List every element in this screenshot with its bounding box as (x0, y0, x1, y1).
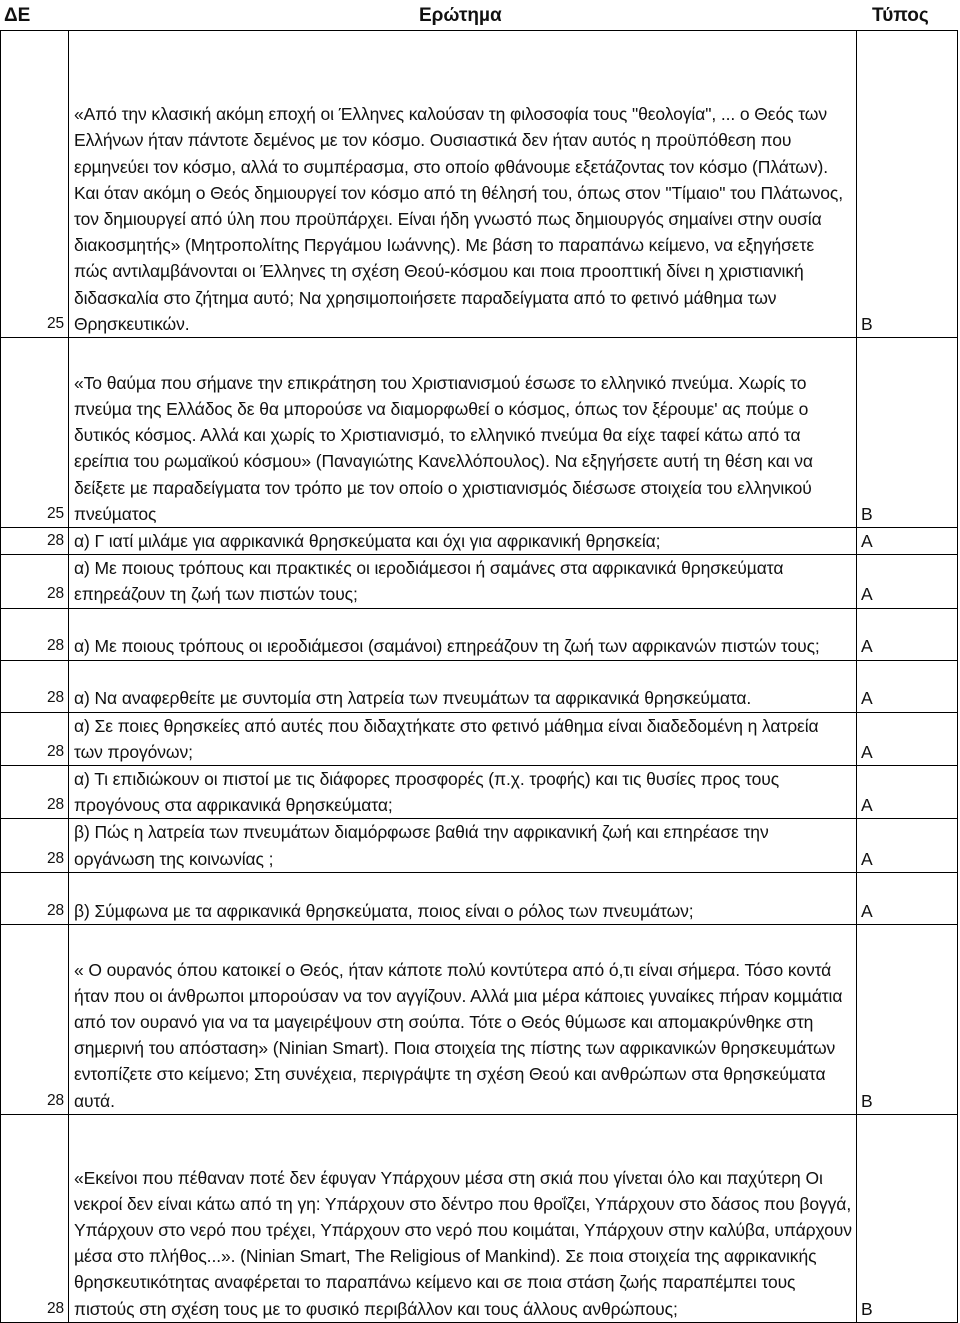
row-de: 25 (1, 338, 69, 528)
row-type: Α (857, 660, 958, 712)
table-row (1, 608, 958, 660)
row-de: 28 (1, 819, 69, 872)
table-row (1, 766, 958, 819)
table-row (1, 1114, 958, 1322)
row-type: Β (857, 31, 958, 338)
row-de: 28 (1, 766, 69, 819)
row-de: 28 (1, 528, 69, 555)
row-question: β) Πώς η λατρεία των πνευµάτων διαµόρφωσε βαθιά την αφρικανική ζωή και επηρέασε την οργάνωση της κοινωνίας ; (69, 819, 857, 872)
row-type: Α (857, 872, 958, 924)
table-row (1, 819, 958, 872)
row-de: 28 (1, 608, 69, 660)
questions-table (0, 30, 958, 1323)
table-row (1, 528, 958, 555)
row-question: β) Σύµφωνα µε τα αφρικανικά θρησκεύµατα, ποιος είναι ο ρόλος των πνευµάτων; (69, 872, 857, 924)
row-type: Α (857, 819, 958, 872)
row-question: «Το θαύµα που σήµανε την επικράτηση του Χριστιανισµού έσωσε το ελληνικό πνεύµα. Χωρίς το πνεύµα της Ελλάδος δε θα µπορούσε να διαµορφωθεί ο κόσµος, όπως τον ξέρουµε' ας πούµε ο δυτικός κόσµος. Αλλά και χωρίς το Χριστιανισµό, το ελληνικό πνεύµα θα είχε ταφεί κάτω από τα ερείπια του ρωµαϊκού κόσµου» (Παναγιώτης Κανελλόπουλος). Να εξηγήσετε αυτή τη θέση και να δείξετε µε παραδείγµατα τον τρόπο µε τον οποίο ο χριστιανισµός διέσωσε στοιχεία του ελληνικού πνεύµατος (69, 338, 857, 528)
row-de: 28 (1, 872, 69, 924)
table-header (0, 0, 958, 30)
table-row (1, 555, 958, 608)
table-row (1, 712, 958, 765)
table-row (1, 31, 958, 338)
row-type: Β (857, 924, 958, 1114)
row-type: Α (857, 555, 958, 608)
row-de: 28 (1, 555, 69, 608)
row-type: Β (857, 1114, 958, 1322)
row-type: Β (857, 338, 958, 528)
table-row (1, 660, 958, 712)
row-question: α) Με ποιους τρόπους και πρακτικές οι ιεροδιάµεσοι ή σαµάνες στα αφρικανικά θρησκεύµατα επηρεάζουν τη ζωή των πιστών τους; (69, 555, 857, 608)
table-row (1, 872, 958, 924)
table-row (1, 338, 958, 528)
row-question: α) Τι επιδιώκουν οι πιστοί µε τις διάφορες προσφορές (π.χ. τροφής) και τις θυσίες προς τους προγόνους στα αφρικανικά θρησκεύµατα; (69, 766, 857, 819)
row-question: « Ο ουρανός όπου κατοικεί ο Θεός, ήταν κάποτε πολύ κοντύτερα από ό,τι είναι σήµερα. Τόσο κοντά ήταν που οι άνθρωποι µπορούσαν να τον αγγίζουν. Αλλά µια µέρα κάποιες γυναίκες πήραν κοµµάτια από τον ουρανό για να τα µαγειρέψουν στη σούπα. Τότε ο Θεός θύµωσε και αποµακρύνθηκε στη σηµερινή του απόσταση» (Ninian Smart). Ποια στοιχεία της πίστης των αφρικανικών θρησκευµάτων εντοπίζετε στο κείµενο; Στη συνέχεια, περιγράψτε τη σχέση Θεού και ανθρώπων στα θρησκεύµατα αυτά. (69, 924, 857, 1114)
row-de: 25 (1, 31, 69, 338)
header-question: Ερώτηµα (419, 5, 502, 26)
row-type: Α (857, 608, 958, 660)
row-question: α) Γ ιατί µιλάµε για αφρικανικά θρησκεύµατα και όχι για αφρικανική θρησκεία; (69, 528, 857, 555)
row-de: 28 (1, 660, 69, 712)
row-type: Α (857, 766, 958, 819)
row-de: 28 (1, 1114, 69, 1322)
header-de: ΔΕ (4, 5, 31, 26)
row-type: Α (857, 712, 958, 765)
row-question: α) Σε ποιες θρησκείες από αυτές που διδαχτήκατε στο φετινό µάθηµα είναι διαδεδοµένη η λατρεία των προγόνων; (69, 712, 857, 765)
row-question: α) Με ποιους τρόπους οι ιεροδιάµεσοι (σαµάνοι) επηρεάζουν τη ζωή των αφρικανών πιστών τους; (69, 608, 857, 660)
row-question: «Εκείνοι που πέθαναν ποτέ δεν έφυγαν Υπάρχουν µέσα στη σκιά που γίνεται όλο και παχύτερη Οι νεκροί δεν είναι κάτω από τη γη: Υπάρχουν στο δέντρο που θροΐζει, Υπάρχουν στο δάσος που βογγά, Υπάρχουν στο νερό που τρέχει, Υπάρχουν στο νερό που κοιµάται, Υπάρχουν στην καλύβα, υπάρχουν µέσα στο πλήθος...». (Ninian Smart, The Religious of Mankind). Σε ποια στοιχεία της αφρικανικής θρησκευτικότητας αναφέρεται το παραπάνω κείµενο και σε ποια στάση ζωής παραπέµπει τους πιστούς στη σχέση τους µε το φυσικό περιβάλλον και τους άλλους ανθρώπους; (69, 1114, 857, 1322)
row-type: Α (857, 528, 958, 555)
table-row (1, 924, 958, 1114)
row-de: 28 (1, 712, 69, 765)
row-question: α) Να αναφερθείτε µε συντοµία στη λατρεία των πνευµάτων τα αφρικανικά θρησκεύµατα. (69, 660, 857, 712)
header-type: Τύπος (872, 5, 929, 26)
row-de: 28 (1, 924, 69, 1114)
row-question: «Από την κλασική ακόµη εποχή οι Έλληνες καλούσαν τη φιλοσοφία τους "θεολογία", ... ο Θεός των Ελλήνων ήταν πάντοτε δεµένος µε τον κόσµο. Ουσιαστικά δεν ήταν αυτός η προϋπόθεση που ερµηνεύει τον κόσµο, αλλά το συµπέρασµα, στο οποίο φθάνουµε εξετάζοντας τον κόσµο (Πλάτων). Και όταν ακόµη ο Θεός δηµιουργεί τον κόσµο από τη θέλησή του, όπως στον "Τίµαιο" του Πλάτωνος, τον δηµιουργεί από ύλη που προϋπάρχει. Είναι ήδη γνωστό πως δηµιουργός σηµαίνει στην ουσία διακοσµητής» (Μητροπολίτης Περγάµου Ιωάννης). Με βάση το παραπάνω κείµενο, να εξηγήσετε πώς αντιλαµβάνονται οι Έλληνες τη σχέση Θεού-κόσµου και ποια προοπτική δίνει η χριστιανική διδασκαλία στο ζήτηµα αυτό; Να χρησιµοποιήσετε παραδείγµατα από το φετινό µάθηµα των Θρησκευτικών. (69, 31, 857, 338)
